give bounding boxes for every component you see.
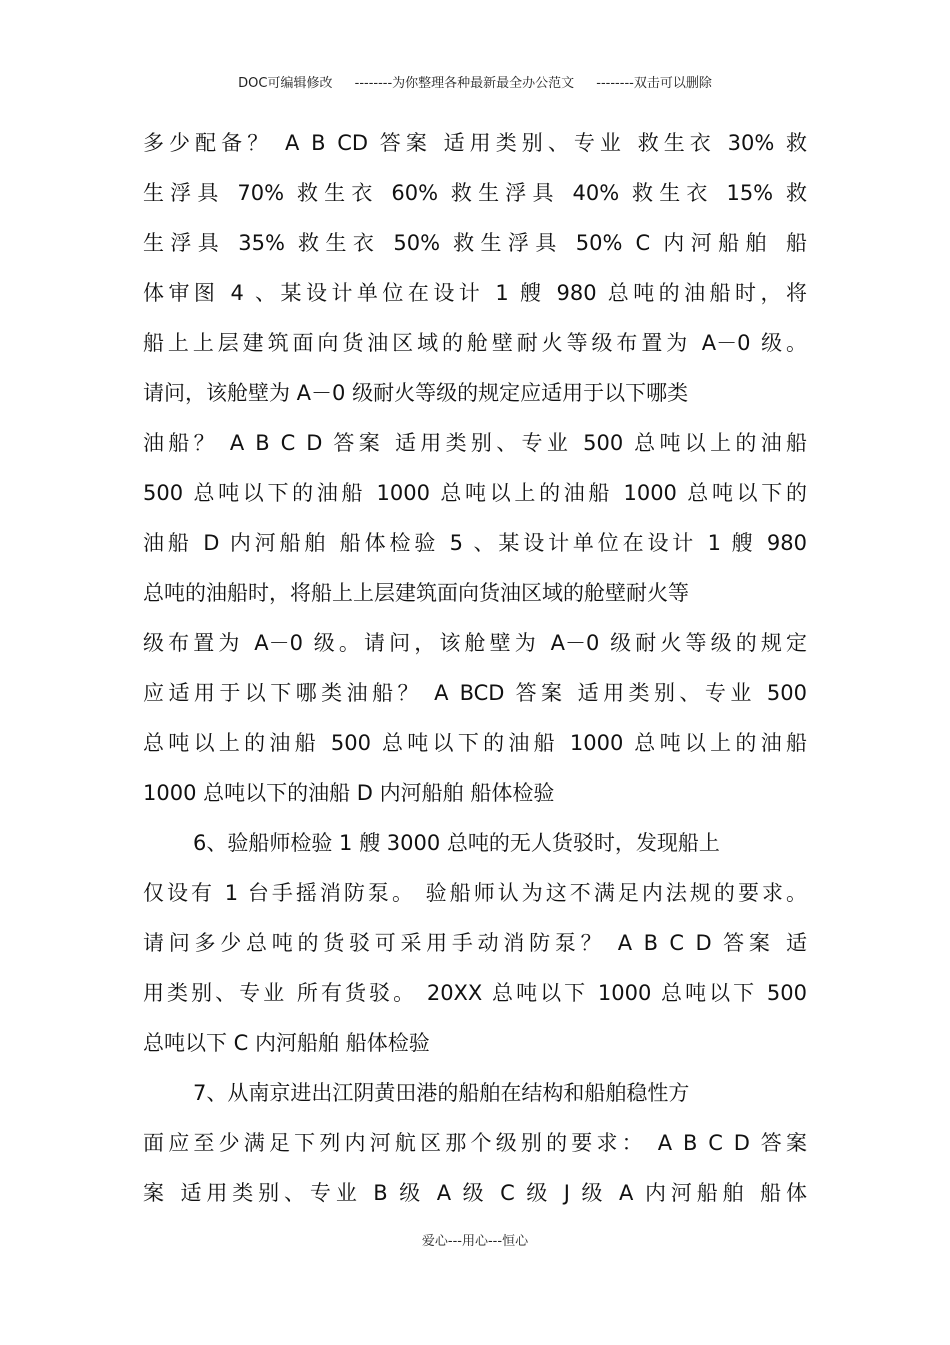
text-line: 7、从南京进出江阴黄田港的船舶在结构和船舶稳性方 — [193, 1081, 690, 1105]
text-line: 6、验船师检验 1 艘 3000 总吨的无人货驳时，发现船上 — [193, 831, 720, 855]
text-line: 体审图 4 、某设计单位在设计 1 艘 980 总吨的油船时，将 — [143, 281, 807, 305]
text-line: 油船？ A B C D 答案 适用类别、专业 500 总吨以上的油船 — [143, 431, 807, 455]
text-line: 多少配备？ A B CD 答案 适用类别、专业 救生衣 30% 救 — [143, 131, 807, 155]
text-line: 用类别、专业 所有货驳。 20XX 总吨以下 1000 总吨以下 500 — [143, 981, 807, 1005]
text-line: 油船 D 内河船舶 船体检验 5 、某设计单位在设计 1 艘 980 — [143, 531, 807, 555]
text-line: 请问多少总吨的货驳可采用手动消防泵？ A B C D 答案 适 — [143, 931, 807, 955]
text-line: 面应至少满足下列内河航区那个级别的要求： A B C D 答案 — [143, 1131, 807, 1155]
header-slogan: --------为你整理各种最新最全办公范文 — [354, 76, 575, 91]
header-doc-label: DOC可编辑修改 — [238, 76, 333, 91]
document-body — [143, 118, 807, 1218]
text-line: 生浮具 35% 救生衣 50% 救生浮具 50% C 内河船舶 船 — [143, 231, 807, 255]
header-delete-hint: --------双击可以删除 — [596, 76, 712, 91]
text-line: 1000 总吨以下的油船 D 内河船舶 船体检验 — [143, 781, 555, 805]
text-line: 500 总吨以下的油船 1000 总吨以上的油船 1000 总吨以下的 — [143, 481, 807, 505]
text-line: 仅设有 1 台手摇消防泵。 验船师认为这不满足内法规的要求。 — [143, 881, 807, 905]
page-header — [0, 72, 950, 91]
text-line: 总吨以下 C 内河船舶 船体检验 — [143, 1031, 430, 1055]
text-line: 生浮具 70% 救生衣 60% 救生浮具 40% 救生衣 15% 救 — [143, 181, 807, 205]
text-line: 总吨的油船时，将船上上层建筑面向货油区域的舱壁耐火等 — [143, 581, 689, 605]
page-footer: 爱心---用心---恒心 — [421, 1234, 529, 1249]
text-line: 船上上层建筑面向货油区域的舱壁耐火等级布置为 A－0 级。 — [143, 331, 807, 355]
text-line: 案 适用类别、专业 B 级 A 级 C 级 J 级 A 内河船舶 船体 — [143, 1181, 807, 1205]
text-line: 应适用于以下哪类油船？ A BCD 答案 适用类别、专业 500 — [143, 681, 807, 705]
text-line: 请问，该舱壁为 A－0 级耐火等级的规定应适用于以下哪类 — [143, 381, 689, 405]
text-line: 总吨以上的油船 500 总吨以下的油船 1000 总吨以上的油船 — [143, 731, 807, 755]
text-line: 级布置为 A－0 级。请问，该舱壁为 A－0 级耐火等级的规定 — [143, 631, 807, 655]
